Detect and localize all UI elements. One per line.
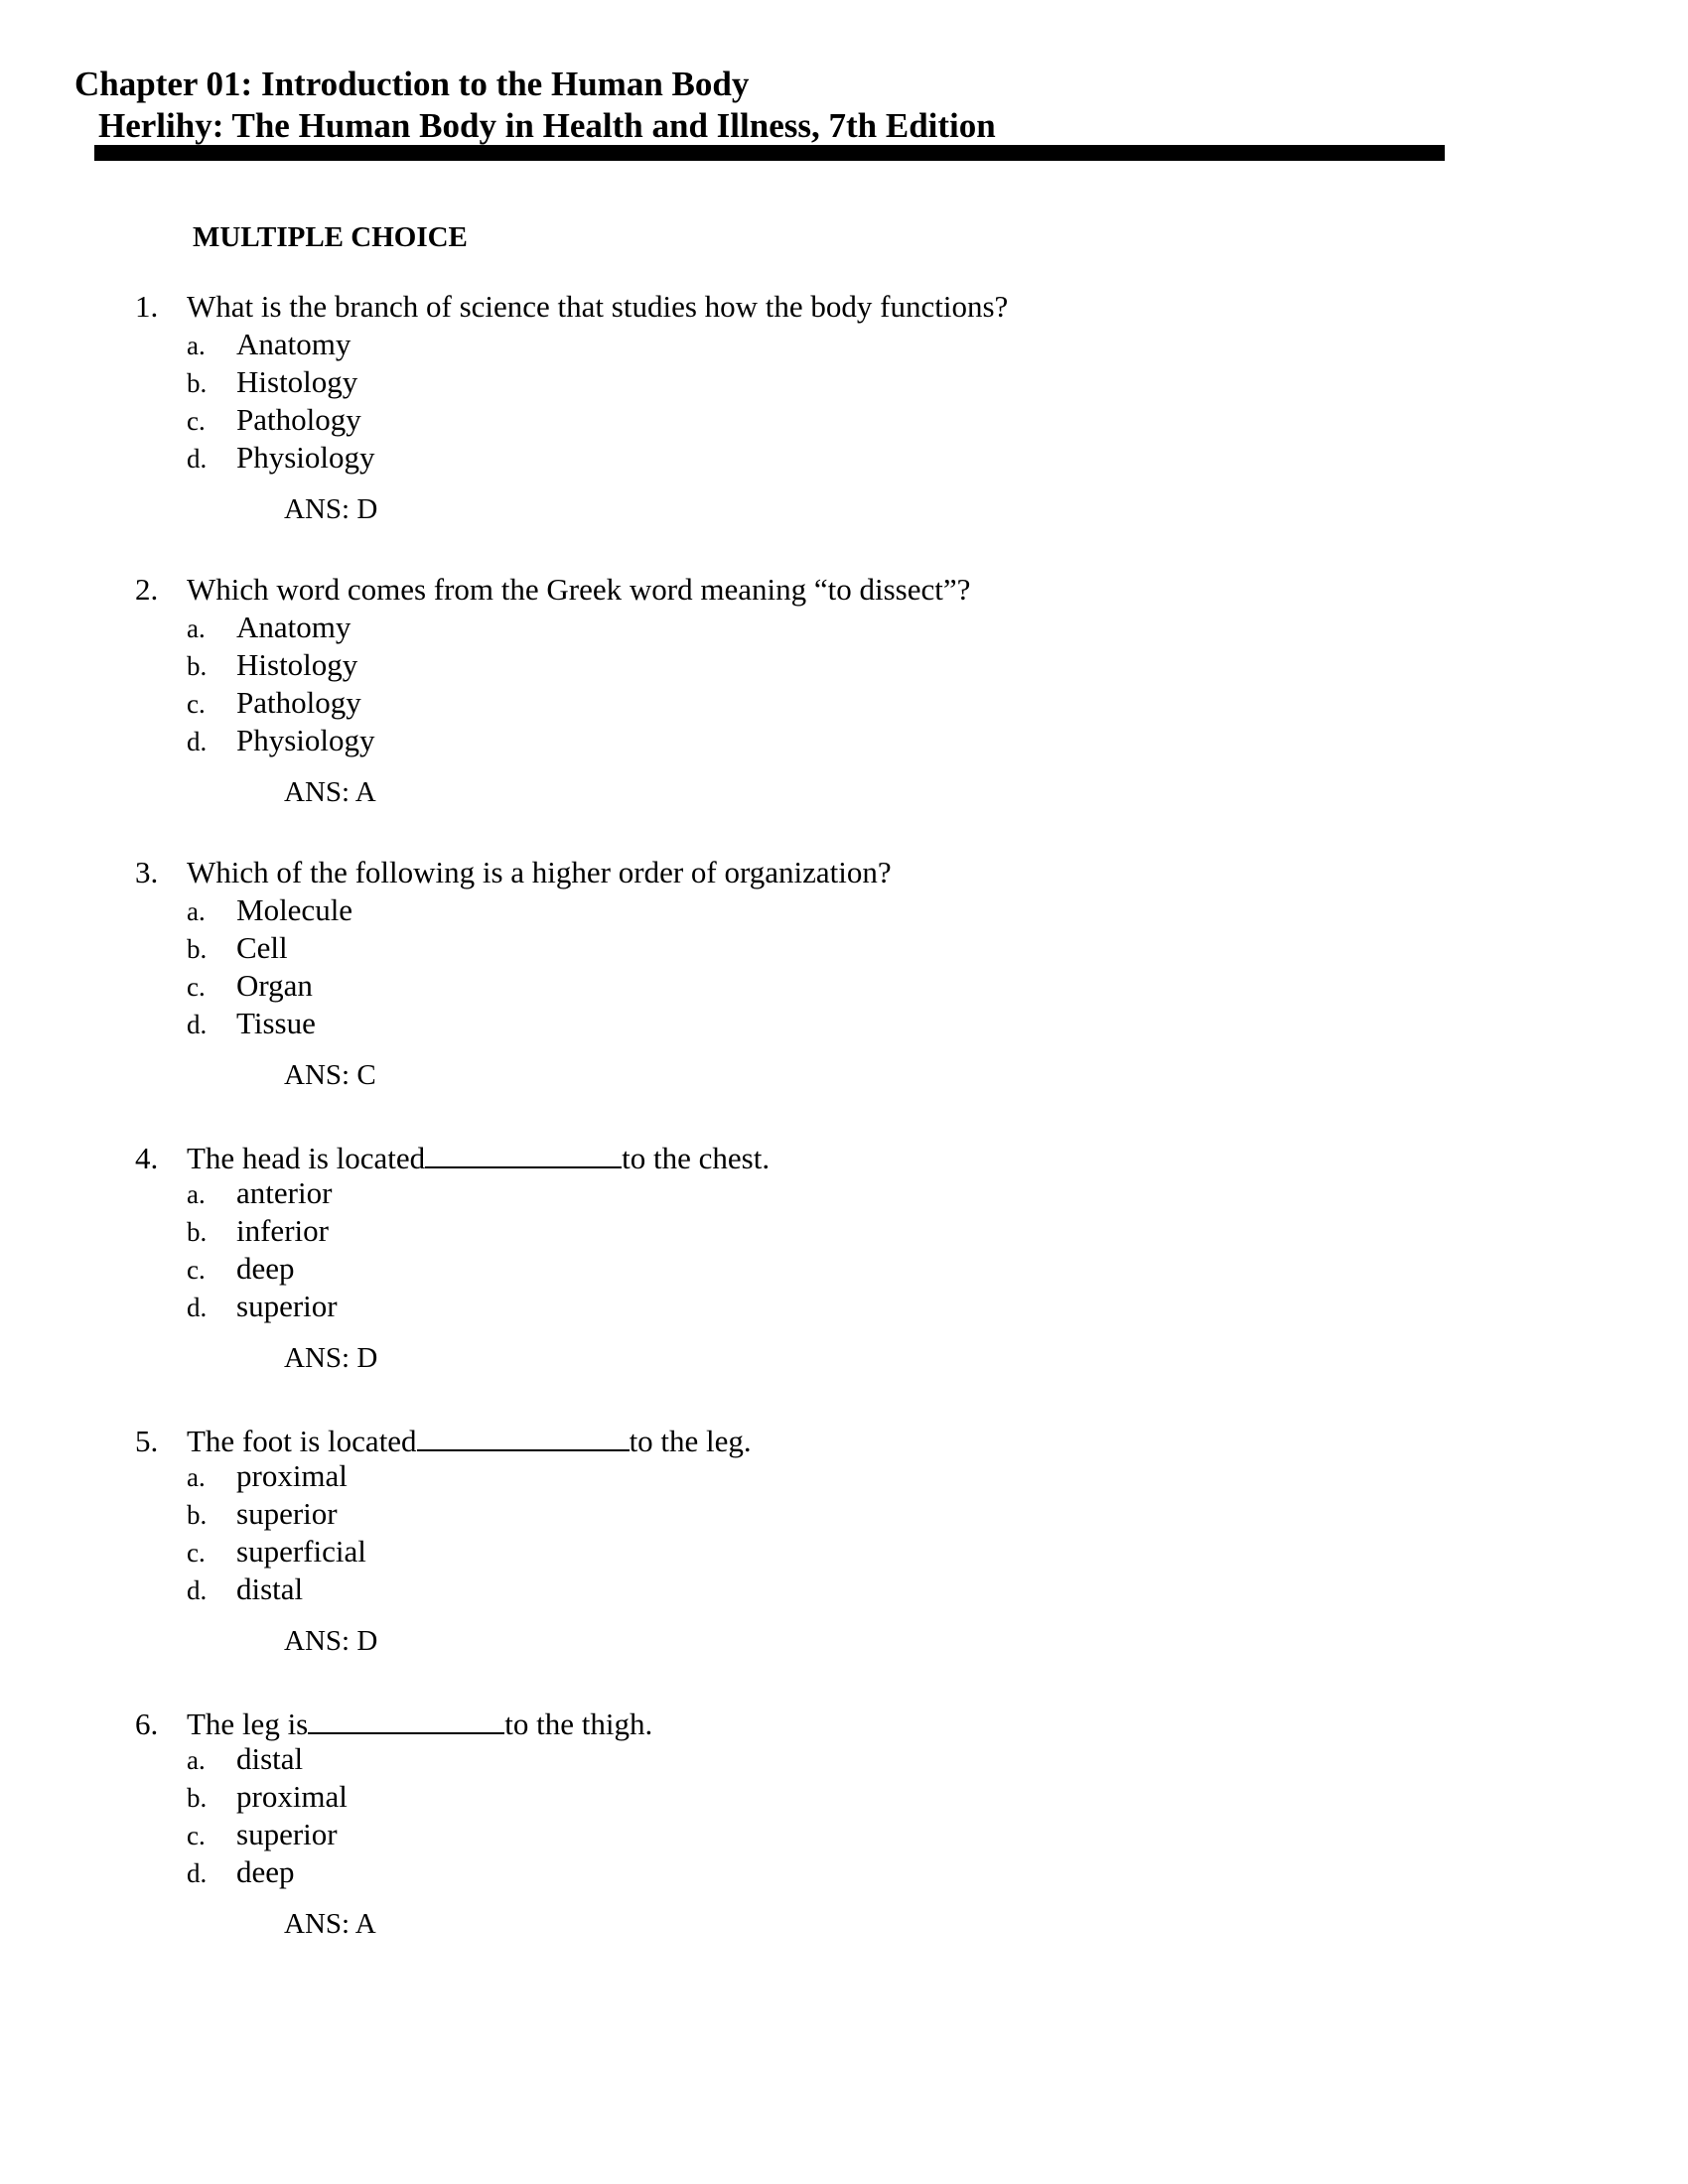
option-b <box>135 646 1426 684</box>
question-number: 4. <box>135 1141 159 1175</box>
option-letter: c. <box>187 1821 206 1850</box>
question-text: The head is located <box>187 1141 426 1175</box>
question-4 <box>135 1137 1426 1420</box>
question-number: 2. <box>135 572 159 607</box>
option-a <box>135 1174 1426 1212</box>
question-stem <box>135 854 1426 891</box>
option-letter: d. <box>187 444 208 474</box>
option-c <box>135 1250 1426 1288</box>
option-a <box>135 609 1426 646</box>
option-text: Molecule <box>236 892 353 927</box>
option-b <box>135 929 1426 967</box>
option-text: Physiology <box>236 723 375 757</box>
option-letter: d. <box>187 727 208 756</box>
option-letter: b. <box>187 651 208 681</box>
chapter-title: Chapter 01: Introduction to the Human Body <box>74 65 750 103</box>
option-text: deep <box>236 1854 295 1889</box>
question-6 <box>135 1703 1426 1985</box>
section-heading: MULTIPLE CHOICE <box>193 221 468 253</box>
option-letter: a. <box>187 1462 206 1492</box>
option-letter: d. <box>187 1010 208 1039</box>
option-d <box>135 439 1426 477</box>
option-b <box>135 363 1426 401</box>
option-letter: b. <box>187 1783 208 1813</box>
option-text: proximal <box>236 1458 348 1493</box>
question-text: The leg is <box>187 1706 309 1741</box>
option-text: proximal <box>236 1779 348 1814</box>
option-c <box>135 684 1426 722</box>
option-letter: d. <box>187 1293 208 1322</box>
answer-key: ANS: D <box>284 1342 378 1374</box>
option-letter: c. <box>187 1255 206 1285</box>
option-list <box>135 1457 1426 1608</box>
option-letter: a. <box>187 614 206 643</box>
option-d <box>135 722 1426 759</box>
question-text: The foot is located <box>187 1424 417 1458</box>
answer-blank <box>417 1420 630 1451</box>
option-letter: c. <box>187 972 206 1002</box>
option-d <box>135 1570 1426 1608</box>
option-letter: b. <box>187 1500 208 1530</box>
option-text: Cell <box>236 930 288 965</box>
option-letter: c. <box>187 1538 206 1568</box>
option-letter: a. <box>187 896 206 926</box>
option-text: distal <box>236 1741 304 1776</box>
option-d <box>135 1853 1426 1891</box>
question-stem <box>135 571 1426 609</box>
option-letter: a. <box>187 1745 206 1775</box>
option-list <box>135 891 1426 1042</box>
option-c <box>135 1816 1426 1853</box>
option-d <box>135 1005 1426 1042</box>
option-a <box>135 891 1426 929</box>
question-5 <box>135 1420 1426 1703</box>
option-text: anterior <box>236 1175 333 1210</box>
question-text: Which word comes from the Greek word meaning “to dissect”? <box>187 572 971 607</box>
option-d <box>135 1288 1426 1325</box>
question-stem <box>135 1420 1426 1457</box>
option-text: Histology <box>236 364 358 399</box>
question-stem <box>135 1137 1426 1174</box>
question-number: 3. <box>135 855 159 889</box>
option-a <box>135 1740 1426 1778</box>
option-a <box>135 326 1426 363</box>
option-list <box>135 609 1426 759</box>
answer-blank <box>308 1703 504 1734</box>
option-text: Histology <box>236 647 358 682</box>
option-text: Organ <box>236 968 313 1003</box>
page-header <box>74 64 1445 147</box>
option-text: superficial <box>236 1534 366 1569</box>
question-number: 5. <box>135 1424 159 1458</box>
option-b <box>135 1778 1426 1816</box>
question-number: 1. <box>135 289 159 324</box>
option-letter: a. <box>187 1179 206 1209</box>
option-letter: b. <box>187 934 208 964</box>
option-letter: a. <box>187 331 206 360</box>
question-2 <box>135 571 1426 854</box>
option-text: superior <box>236 1289 338 1323</box>
header-rule <box>94 145 1445 161</box>
question-text-after: to the thigh. <box>504 1706 653 1741</box>
option-c <box>135 967 1426 1005</box>
question-stem <box>135 1703 1426 1740</box>
option-text: Pathology <box>236 402 361 437</box>
option-b <box>135 1495 1426 1533</box>
question-stem <box>135 288 1426 326</box>
answer-key: ANS: D <box>284 1625 378 1657</box>
option-list <box>135 1740 1426 1891</box>
question-text: What is the branch of science that studies how the body functions? <box>187 289 1009 324</box>
answer-key: ANS: A <box>284 1908 376 1940</box>
answer-key: ANS: A <box>284 776 376 808</box>
question-text-after: to the chest. <box>622 1141 771 1175</box>
option-text: deep <box>236 1251 295 1286</box>
option-c <box>135 1533 1426 1570</box>
option-text: Anatomy <box>236 327 352 361</box>
option-text: Tissue <box>236 1006 316 1040</box>
option-letter: c. <box>187 689 206 719</box>
option-text: Physiology <box>236 440 375 475</box>
option-c <box>135 401 1426 439</box>
question-3 <box>135 854 1426 1137</box>
option-text: superior <box>236 1496 338 1531</box>
option-letter: b. <box>187 368 208 398</box>
option-text: Anatomy <box>236 610 352 644</box>
answer-key: ANS: D <box>284 493 378 525</box>
answer-key: ANS: C <box>284 1059 376 1091</box>
question-text: Which of the following is a higher order of organization? <box>187 855 892 889</box>
option-text: Pathology <box>236 685 361 720</box>
option-letter: d. <box>187 1858 208 1888</box>
option-text: distal <box>236 1571 304 1606</box>
option-letter: d. <box>187 1575 208 1605</box>
option-text: superior <box>236 1817 338 1851</box>
option-b <box>135 1212 1426 1250</box>
option-list <box>135 1174 1426 1325</box>
question-1 <box>135 288 1426 571</box>
question-number: 6. <box>135 1706 159 1741</box>
option-text: inferior <box>236 1213 329 1248</box>
answer-blank <box>425 1137 622 1168</box>
option-a <box>135 1457 1426 1495</box>
question-list <box>135 288 1426 1985</box>
book-title: Herlihy: The Human Body in Health and Illness, 7th Edition <box>98 106 996 145</box>
option-letter: c. <box>187 406 206 436</box>
question-text-after: to the leg. <box>629 1424 752 1458</box>
option-list <box>135 326 1426 477</box>
option-letter: b. <box>187 1217 208 1247</box>
